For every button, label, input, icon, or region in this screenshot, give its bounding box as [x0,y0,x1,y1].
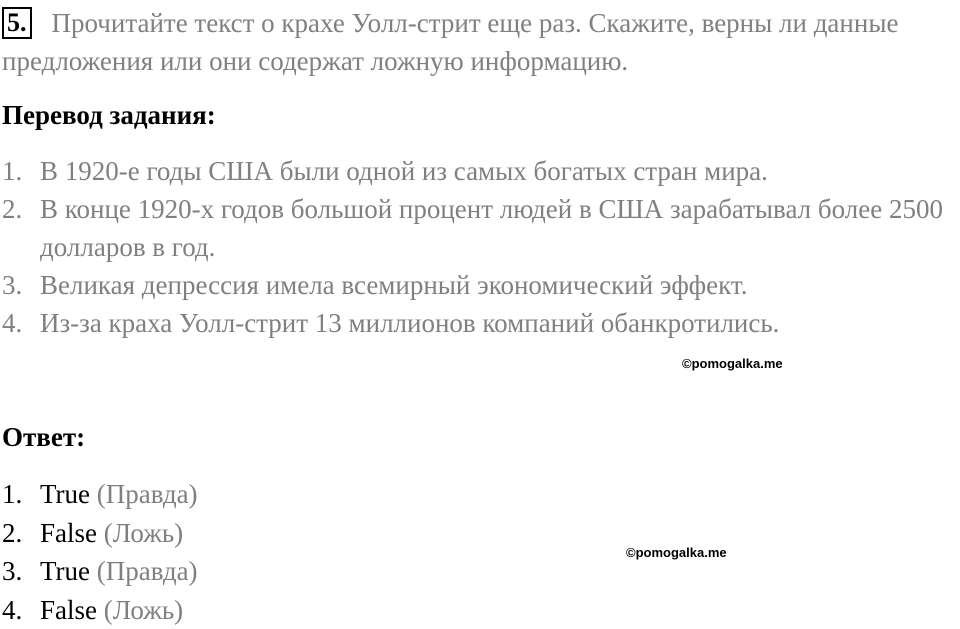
list-item [0,304,960,342]
list-item [0,514,960,553]
list-item [0,190,960,266]
translation-heading: Перевод задания: [2,99,216,131]
item-text: В 1920-е годы США были одной из самых богатых стран мира. [40,156,768,186]
item-text: Из-за краха Уолл-стрит 13 миллионов компаний обанкротились. [40,308,779,338]
answer-russian: (Ложь) [104,595,183,625]
answer-number: 4. [2,591,22,629]
answer-english: False [40,595,97,625]
watermark: ©pomogalka.me [626,545,727,561]
list-item [0,475,960,514]
list-item [0,266,960,304]
item-number: 4. [2,304,22,342]
answer-number: 3. [2,552,22,591]
task-text: Прочитайте текст о крахе Уолл-стрит еще раз. Скажите, верны ли данные предложения или они содержат ложную информацию. [2,8,898,76]
item-text: В конце 1920-х годов большой процент людей в США зарабатывал более 2500 долларов в год. [40,194,943,262]
answer-number: 1. [2,475,22,514]
list-item [0,552,960,591]
item-number: 1. [2,152,22,190]
item-text: Великая депрессия имела всемирный экономический эффект. [40,270,747,300]
task-statement [2,4,958,80]
answer-heading: Ответ: [2,421,85,453]
item-number: 3. [2,266,22,304]
answer-russian: (Правда) [97,556,198,586]
answer-russian: (Ложь) [104,518,183,548]
answer-number: 2. [2,514,22,553]
answer-english: True [40,556,90,586]
answer-english: True [40,479,90,509]
answer-english: False [40,518,97,548]
watermark: ©pomogalka.me [682,356,783,372]
answer-russian: (Правда) [97,479,198,509]
task-number-box: 5. [2,7,32,39]
list-item [0,152,960,190]
answer-list [0,475,960,629]
list-item [0,591,960,629]
item-number: 2. [2,190,22,228]
translation-list [0,152,960,342]
